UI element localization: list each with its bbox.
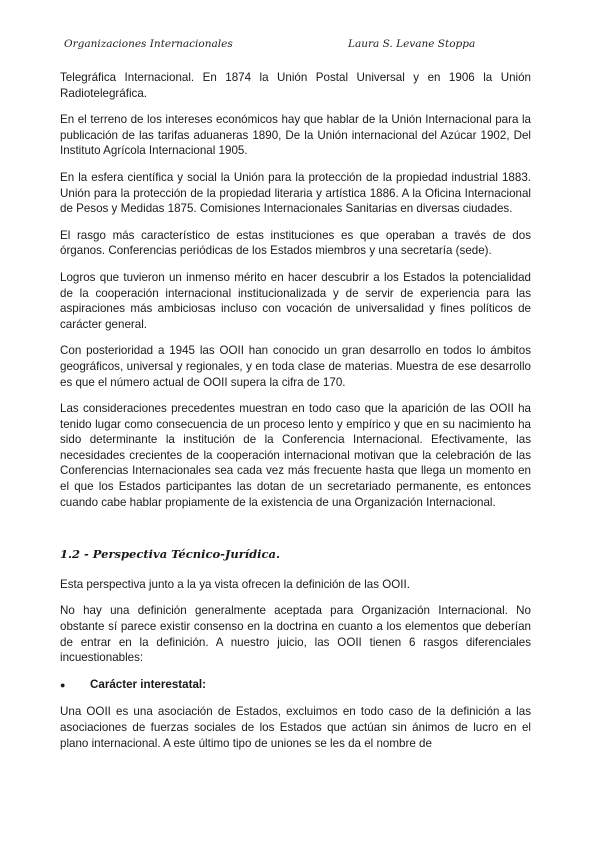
paragraph: El rasgo más característico de estas instituciones es que operaban a través de dos órganos. Conferencias periódicas de los Estados miembros y una secretaría (sede). — [60, 228, 531, 258]
paragraph: No hay una definición generalmente aceptada para Organización Internacional. No obstante sí parece existir consenso en la doctrina en cuanto a los elementos que deberían de entrar en la definición. A nuestro juicio, las OOII tienen 6 rasgos diferenciales incuestionables: — [60, 604, 531, 665]
paragraph: Telegráfica Internacional. En 1874 la Unión Postal Universal y en 1906 la Unión Radiotelegráfica. — [60, 71, 531, 100]
paragraph: En el terreno de los intereses económicos hay que hablar de la Unión Internacional para la publicación de las tarifas aduaneras 1890, De la Unión internacional del Azúcar 1902, Del Instituto Agrícola Internacional 1905. — [60, 113, 531, 158]
paragraph: Las consideraciones precedentes muestran en todo caso que la aparición de las OOII ha tenido lugar como consecuencia de un proceso lento y empírico y que en su nacimiento ha sido determinante la institución de la Conferencia Internacional. Efectivamente, las necesidades crecientes de la cooperación internacional motivan que la celebración de las Conferencias Internacionales sea cada vez más frecuente hasta que llega un momento en el que los Estados participantes las dotan de un secretariado permanente, es entonces cuando cabe hablar propiamente de la existencia de una Organización Internacional. — [60, 402, 531, 509]
paragraph: Logros que tuvieron un inmenso mérito en hacer descubrir a los Estados la potencialidad de la cooperación internacional institucionalizada y de servir de experiencia para las aspiraciones más ambiciosas incluso con vocación de universalidad y fines políticos de carácter general. — [60, 270, 531, 331]
header-course-title: Organizaciones Internacionales — [64, 38, 233, 50]
document-body — [60, 70, 531, 762]
header-author: Laura S. Levane Stoppa — [348, 38, 476, 50]
paragraph: Una OOII es una asociación de Estados, excluimos en todo caso de la definición a las asociaciones de fuerzas sociales de los Estados que actúan sin ánimos de lucro en el plano internacional. A este último tipo de uniones se les da el nombre de — [60, 705, 531, 750]
paragraph: En la esfera científica y social la Unión para la protección de la propiedad industrial 1883. Unión para la protección de la propiedad literaria y artística 1886. A la Oficina Internacional de Pesos y Medidas 1875. Comisiones Internacionales Sanitarias en diversas ciudades. — [60, 170, 531, 216]
section-heading: 1.2 - Perspectiva Técnico-Jurídica. — [60, 547, 280, 562]
paragraph: Esta perspectiva junto a la ya vista ofrecen la definición de las OOII. — [60, 577, 410, 591]
bullet-icon: ● — [60, 679, 66, 690]
paragraph: Con posterioridad a 1945 las OOII han conocido un gran desarrollo en todos lo ámbitos geográficos, universal y regionales, y en toda clase de materias. Muestra de ese desarrollo es que el número actual de OOII supera la cifra de 170. — [60, 344, 531, 389]
bullet-item — [60, 677, 531, 694]
bullet-label: Carácter interestatal: — [90, 677, 206, 691]
